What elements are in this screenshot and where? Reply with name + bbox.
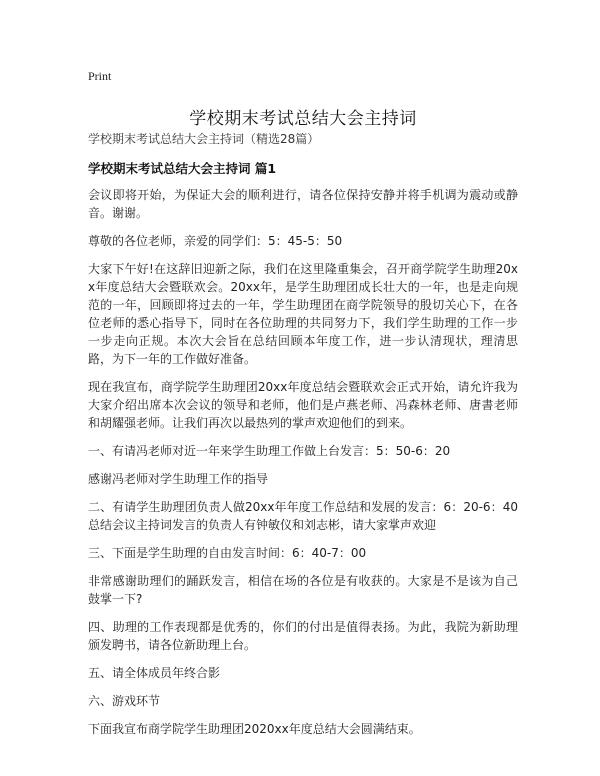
paragraph: 非常感谢助理们的踊跃发言，相信在场的各位是有收获的。大家是不是该为自己鼓掌一下? (88, 574, 518, 606)
section-heading: 学校期末考试总结大会主持词 篇1 (88, 161, 277, 176)
paragraph: 感谢冯老师对学生助理工作的指导 (88, 472, 269, 486)
paragraph: 一、有请冯老师对近一年来学生助理工作做上台发言：5：50-6：20 (88, 444, 451, 458)
paragraph: 四、助理的工作表现都是优秀的，你们的付出是值得表扬。为此，我院为新助理颁发聘书，请各位新助理上台。 (88, 620, 518, 652)
paragraph: 会议即将开始，为保证大会的顺利进行，请各位保持安静并将手机调为震动或静音。谢谢。 (88, 188, 518, 220)
body-text (88, 186, 518, 748)
document-subtitle: 学校期末考试总结大会主持词（精选28篇） (88, 132, 320, 146)
paragraph: 二、有请学生助理团负责人做20xx年年度工作总结和发展的发言：6：20-6：40总结会议主持词发言的负责人有钟敏仪和刘志彬，请大家掌声欢迎 (88, 500, 518, 532)
paragraph: 大家下午好!在这辞旧迎新之际，我们在这里隆重集会，召开商学院学生助理20xx年度总结大会暨联欢会。20xx年，是学生助理团成长壮大的一年，也是走向规范的一年，回顾即将过去的一年，学生助理团在商学院领导的殷切关心下，在各位老师的悉心指导下，同时在各位助理的共同努力下，我们学生助理的工作一步一步走向正规。本次大会旨在总结回顾本年度工作，进一步认清现状，理清思路，为下一年的工作做好准备。 (88, 262, 518, 366)
paragraph: 六、游戏环节 (88, 694, 161, 708)
print-link[interactable]: Print (88, 69, 112, 83)
paragraph: 五、请全体成员年终合影 (88, 666, 221, 680)
paragraph: 三、下面是学生助理的自由发言时间：6：40-7：00 (88, 546, 367, 560)
paragraph: 现在我宣布，商学院学生助理团20xx年度总结会暨联欢会正式开始，请允许我为大家介绍出席本次会议的领导和老师，他们是卢燕老师、冯森林老师、唐書老师和胡耀强老师。让我们再次以最热列的掌声欢迎他们的到来。 (88, 380, 518, 430)
page-title: 学校期末考试总结大会主持词 (189, 109, 417, 130)
paragraph: 尊敬的各位老师，亲爱的同学们：5：45-5：50 (88, 234, 343, 248)
paragraph: 下面我宣布商学院学生助理团2020xx年度总结大会圆满结束。 (88, 722, 421, 736)
